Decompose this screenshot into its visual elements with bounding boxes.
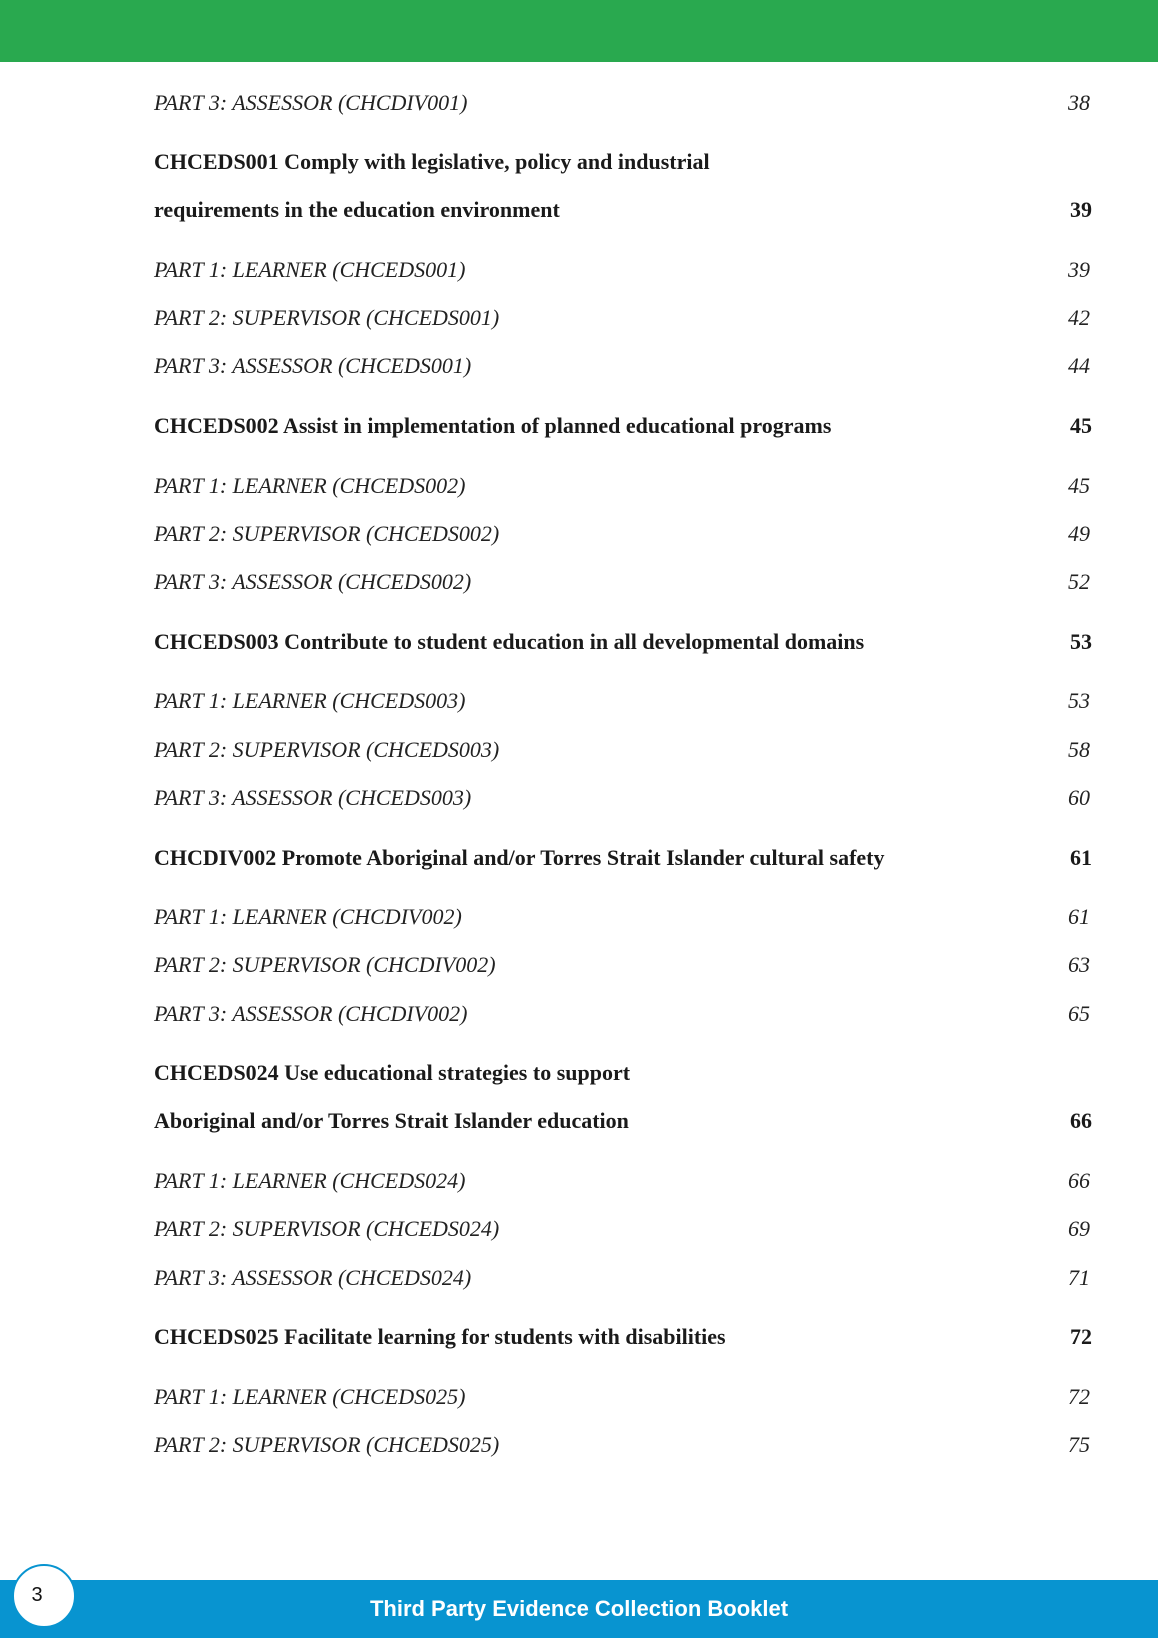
toc-unit-heading[interactable] <box>154 1106 1092 1136</box>
toc-entry-page: 72 <box>1068 1384 1090 1409</box>
toc-entry-title: PART 2: SUPERVISOR (CHCEDS025) <box>154 1432 500 1457</box>
toc-entry[interactable] <box>154 735 1092 765</box>
toc-entry-title: PART 2: SUPERVISOR (CHCEDS003) <box>154 737 500 762</box>
toc-entry[interactable] <box>154 88 1092 118</box>
toc-entry[interactable] <box>154 902 1092 932</box>
toc-entry-page: 38 <box>1068 90 1090 115</box>
toc-entry[interactable] <box>154 519 1092 549</box>
toc-entry[interactable] <box>154 783 1092 813</box>
toc-entry-page: 42 <box>1068 305 1090 330</box>
toc-entry-page: 61 <box>1068 904 1090 929</box>
toc-entry-title: CHCEDS024 Use educational strategies to support <box>154 1060 631 1085</box>
toc-entry-title: Aboriginal and/or Torres Strait Islander education <box>154 1108 629 1133</box>
toc-unit-heading[interactable] <box>154 1058 1092 1088</box>
toc-entry-page: 60 <box>1068 785 1090 810</box>
toc-entry-title: requirements in the education environment <box>154 197 560 222</box>
toc-entry-title: PART 1: LEARNER (CHCEDS024) <box>154 1168 466 1193</box>
toc-entry-title: PART 2: SUPERVISOR (CHCEDS024) <box>154 1216 500 1241</box>
toc-entry-title: PART 2: SUPERVISOR (CHCEDS002) <box>154 521 500 546</box>
toc-entry-title: PART 3: ASSESSOR (CHCDIV001) <box>154 90 468 115</box>
toc-entry-title: PART 1: LEARNER (CHCEDS002) <box>154 473 466 498</box>
toc-entry-title: PART 1: LEARNER (CHCEDS003) <box>154 688 466 713</box>
toc-entry-title: CHCEDS001 Comply with legislative, policy and industrial <box>154 149 710 174</box>
toc-entry[interactable] <box>154 1214 1092 1244</box>
toc-entry-page: 39 <box>1070 197 1092 222</box>
toc-entry-title: PART 3: ASSESSOR (CHCEDS003) <box>154 785 472 810</box>
toc-entry-title: PART 2: SUPERVISOR (CHCDIV002) <box>154 952 496 977</box>
toc-entry-title: PART 1: LEARNER (CHCDIV002) <box>154 904 462 929</box>
toc-entry-title: CHCEDS003 Contribute to student education in all developmental domains <box>154 629 865 654</box>
toc-entry-title: PART 2: SUPERVISOR (CHCEDS001) <box>154 305 500 330</box>
toc-entry[interactable] <box>154 1166 1092 1196</box>
toc-entry-page: 75 <box>1068 1432 1090 1457</box>
toc-entry-page: 53 <box>1068 688 1090 713</box>
toc-entry-page: 71 <box>1068 1265 1090 1290</box>
toc-unit-heading[interactable] <box>154 843 1092 873</box>
toc-entry-title: PART 3: ASSESSOR (CHCEDS024) <box>154 1265 472 1290</box>
toc-entry-title: PART 3: ASSESSOR (CHCDIV002) <box>154 1001 468 1026</box>
toc-entry[interactable] <box>154 1382 1092 1412</box>
toc-entry-page: 45 <box>1068 473 1090 498</box>
toc-unit-heading[interactable] <box>154 411 1092 441</box>
toc-entry-page: 63 <box>1068 952 1090 977</box>
toc-unit-heading[interactable] <box>154 195 1092 225</box>
toc-entry-title: CHCEDS025 Facilitate learning for students with disabilities <box>154 1324 726 1349</box>
toc-entry-page: 44 <box>1068 353 1090 378</box>
toc-entry-title: PART 1: LEARNER (CHCEDS025) <box>154 1384 466 1409</box>
toc-entry-title: PART 3: ASSESSOR (CHCEDS001) <box>154 353 472 378</box>
page-number: 3 <box>31 1584 43 1606</box>
toc-entry-page: 72 <box>1070 1324 1092 1349</box>
toc-entry[interactable] <box>154 1263 1092 1293</box>
toc-entry-page: 53 <box>1070 629 1092 654</box>
toc-entry-title: CHCEDS002 Assist in implementation of planned educational programs <box>154 413 832 438</box>
toc-entry[interactable] <box>154 471 1092 501</box>
toc-entry[interactable] <box>154 999 1092 1029</box>
toc-entry-title: PART 1: LEARNER (CHCEDS001) <box>154 257 466 282</box>
toc-entry-page: 49 <box>1068 521 1090 546</box>
toc-entry-page: 61 <box>1070 845 1092 870</box>
toc-entry[interactable] <box>154 950 1092 980</box>
toc-unit-heading[interactable] <box>154 1322 1092 1352</box>
toc-entry-page: 39 <box>1068 257 1090 282</box>
toc-entry-page: 65 <box>1068 1001 1090 1026</box>
toc-unit-heading[interactable] <box>154 147 1092 177</box>
toc-entry-page: 52 <box>1068 569 1090 594</box>
toc-entry[interactable] <box>154 351 1092 381</box>
toc-entry[interactable] <box>154 567 1092 597</box>
toc-entry-page: 69 <box>1068 1216 1090 1241</box>
toc-entry-title: PART 3: ASSESSOR (CHCEDS002) <box>154 569 472 594</box>
toc-entry[interactable] <box>154 303 1092 333</box>
toc-entry-page: 45 <box>1070 413 1092 438</box>
toc-entry-page: 66 <box>1068 1168 1090 1193</box>
toc-entry[interactable] <box>154 686 1092 716</box>
toc-entry-page: 66 <box>1070 1108 1092 1133</box>
toc-entry[interactable] <box>154 1430 1092 1460</box>
toc-unit-heading[interactable] <box>154 627 1092 657</box>
toc-entry-page: 58 <box>1068 737 1090 762</box>
footer-title: Third Party Evidence Collection Booklet <box>369 1596 789 1621</box>
toc-entry-title: CHCDIV002 Promote Aboriginal and/or Torres Strait Islander cultural safety <box>154 845 885 870</box>
toc-entry[interactable] <box>154 255 1092 285</box>
